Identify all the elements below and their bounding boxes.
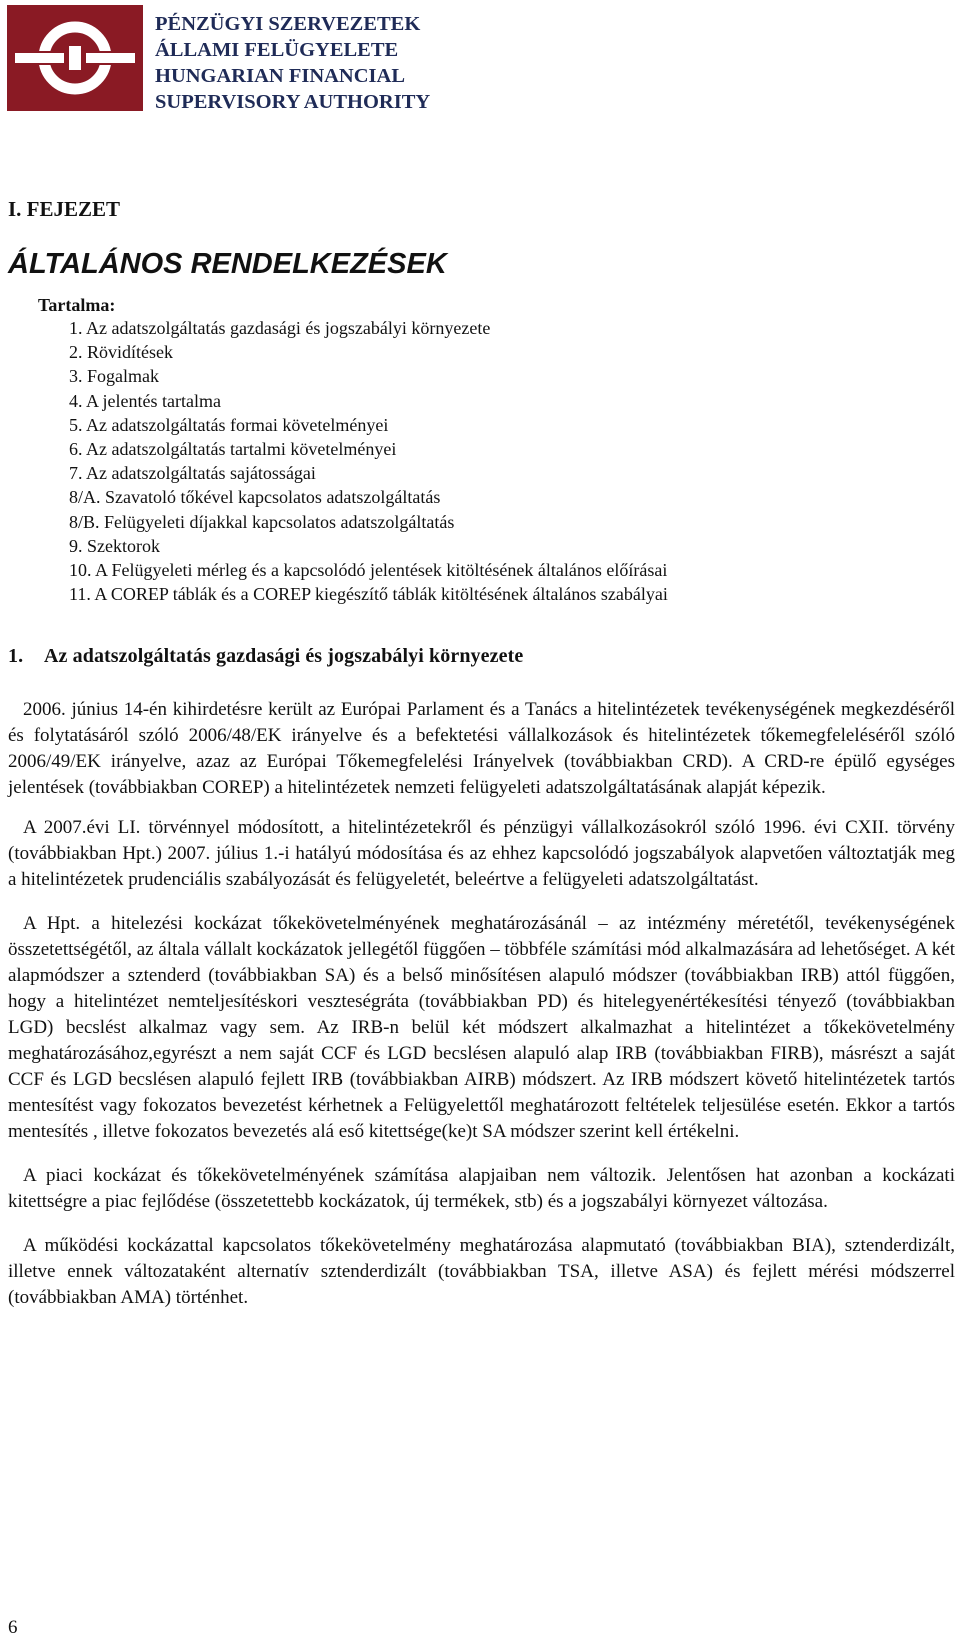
toc-item: 9. Szektorok bbox=[69, 535, 160, 556]
authority-name bbox=[155, 11, 475, 115]
section-body bbox=[8, 697, 955, 1311]
chapter-label: I. FEJEZET bbox=[8, 197, 121, 221]
toc-item: 4. A jelentés tartalma bbox=[69, 390, 221, 411]
toc-item: 2. Rövidítések bbox=[69, 342, 173, 363]
body-paragraph: A Hpt. a hitelezési kockázat tőkekövetelményének meghatározásánál – az intézmény méretétől, tevékenységének összetettségétől, az általa vállalt kockázatok jellegétől függően – többféle számítási mód alkalmazására ad lehetőséget. A két alapmódszer a sztenderd (továbbiakban SA) és a belső minősítésen alapuló módszer (továbbiakban IRB) attól függően, hogy a hitelintézet nemteljesítéskori veszteségráta (továbbiakban PD) és hitelegyenértékesítési tényező (továbbiakban LGD) becslést alkalmaz vagy sem. Az IRB-n belül két módszert alkalmazhat a hitelintézet a tőkekövetelmény meghatározásához,egyrészt a nem saját CCF és LGD becslésen alapuló alap IRB (továbbiakban FIRB), másrészt a saját CCF és LGD becslésen alapuló fejlett IRB (továbbiakban AIRB) módszert. Az IRB módszert követő hitelintézetek tartós mentesítést vagy fokozatos bevezetést kérhetnek a Felügyelettől meghatározott feltételek teljesülése esetén. Ekkor a tartós mentesítés , illetve fokozatos bevezetés alá eső kitettsége(ke)t SA módszer szerint kell értékelni. bbox=[8, 913, 955, 1142]
toc-item: 6. Az adatszolgáltatás tartalmi követelményei bbox=[69, 439, 397, 460]
page-number: 6 bbox=[8, 1617, 18, 1638]
authority-name-line: ÁLLAMI FELÜGYELETE bbox=[155, 39, 399, 61]
authority-name-line: PÉNZÜGYI SZERVEZETEK bbox=[155, 13, 421, 35]
body-paragraph: 2006. június 14-én kihirdetésre került az Európai Parlament és a Tanács a hitelintézetek tevékenységének megkezdéséről és folytatásáról szóló 2006/48/EK irányelve és a befektetési vállalkozások és hitelintézetek tőkemegfeleléséről szóló 2006/49/EK irányelve, azaz az Európai Tőkemegfelelési Irányelvek (továbbiakban CRD). A CRD-re épülő egységes jelentések (továbbiakban COREP) a hitelintézetek nemzeti felügyeleti adatszolgáltatásának alapját képezik. bbox=[8, 699, 955, 798]
toc-item: 7. Az adatszolgáltatás sajátosságai bbox=[69, 463, 316, 484]
table-of-contents bbox=[69, 316, 668, 606]
body-paragraph: A működési kockázattal kapcsolatos tőkekövetelmény meghatározása alapmutató (továbbiakban BIA), sztenderdizált, illetve ennek változataként alternatív sztenderdizált (továbbiakban TSA, illetve ASA) és fejlett mérési módszerrel (továbbiakban AMA) történhet. bbox=[8, 1235, 955, 1308]
toc-item: 8/B. Felügyeleti díjakkal kapcsolatos adatszolgáltatás bbox=[69, 511, 455, 532]
toc-item: 1. Az adatszolgáltatás gazdasági és jogszabályi környezete bbox=[69, 318, 491, 338]
body-paragraph: A 2007.évi LI. törvénnyel módosított, a hitelintézetekről és pénzügyi vállalkozásokról szóló 1996. évi CXII. törvény (továbbiakban Hpt.) 2007. július 1.-i hatályú módosítása és az ehhez kapcsolódó jogszabályok alapvetően változtatják meg a hitelintézetek prudenciális szabályozását és felügyeletét, beleértve a felügyeleti adatszolgáltatást. bbox=[8, 817, 955, 890]
toc-heading: Tartalma: bbox=[38, 295, 116, 315]
toc-item: 3. Fogalmak bbox=[69, 366, 159, 387]
toc-item: 8/A. Szavatoló tőkével kapcsolatos adatszolgáltatás bbox=[69, 487, 441, 508]
body-paragraph: A piaci kockázat és tőkekövetelményének számítása alapjaiban nem változik. Jelentősen hat azonban a kockázati kitettségre a piac fejlődése (összetettebb kockázatok, új termékek, stb) és a jogszabályi környezet változása. bbox=[8, 1165, 955, 1212]
logo-emblem-icon bbox=[7, 5, 143, 111]
section-number: 1. bbox=[8, 645, 24, 667]
toc-item: 11. A COREP táblák és a COREP kiegészítő táblák kitöltésének általános szabályai bbox=[69, 584, 668, 605]
page-title: ÁLTALÁNOS RENDELKEZÉSEK bbox=[8, 248, 447, 280]
section-title: Az adatszolgáltatás gazdasági és jogszabályi környezete bbox=[44, 645, 524, 667]
authority-logo bbox=[7, 5, 143, 111]
toc-item: 10. A Felügyeleti mérleg és a kapcsolódó jelentések kitöltésének általános előírásai bbox=[69, 560, 668, 581]
authority-name-line: SUPERVISORY AUTHORITY bbox=[155, 91, 431, 113]
section-heading bbox=[8, 645, 523, 668]
authority-name-line: HUNGARIAN FINANCIAL bbox=[155, 65, 405, 87]
toc-item: 5. Az adatszolgáltatás formai követelményei bbox=[69, 414, 389, 435]
